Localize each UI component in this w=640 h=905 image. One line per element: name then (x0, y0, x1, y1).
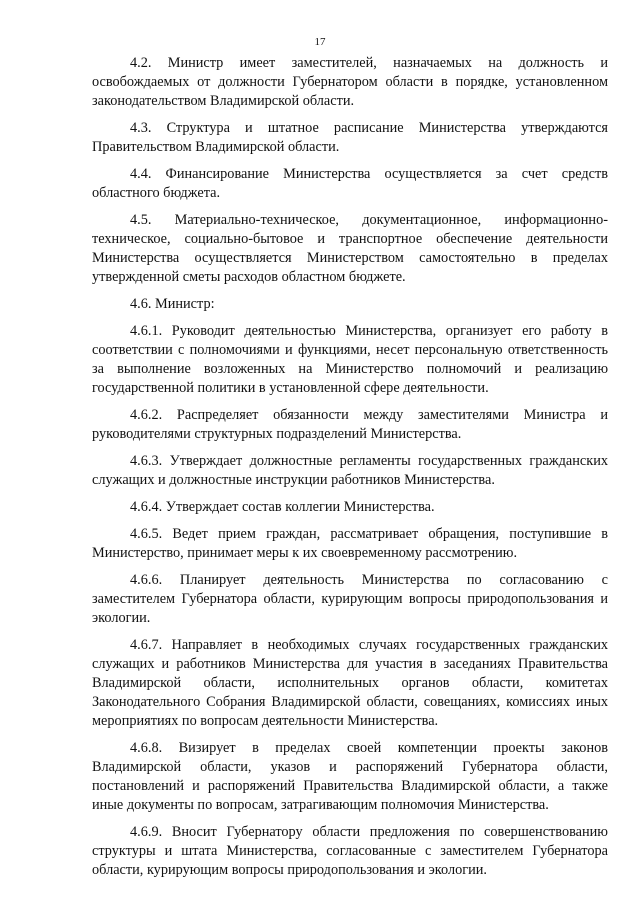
paragraph-4-2: 4.2. Министр имеет заместителей, назначаемых на должность и освобождаемых от должности Губернатором области в порядке, установленном законодательством Владимирской области. (92, 55, 608, 109)
document-body (92, 54, 608, 888)
paragraph-4-6-1: 4.6.1. Руководит деятельностью Министерства, организует его работу в соответствии с полномочиями и функциями, несет персональную ответственность за выполнение возложенных на Министерство полномочий и реализацию государственной политики в установленной сфере деятельности. (92, 323, 608, 396)
page-number: 17 (314, 36, 326, 48)
paragraph-4-6-9: 4.6.9. Вносит Губернатору области предложения по совершенствованию структуры и штата Министерства, согласованные с заместителем Губернатора области, курирующим вопросы природопользования и экологии. (92, 824, 608, 878)
paragraph-4-6-7: 4.6.7. Направляет в необходимых случаях государственных гражданских служащих и работников Министерства для участия в заседаниях Правительства Владимирской области, исполнительных органов области, комитетах Законодательного Собрания Владимирской области, совещаниях, комиссиях иных мероприятиях по вопросам деятельности Министерства. (92, 637, 608, 729)
paragraph-4-6-2: 4.6.2. Распределяет обязанности между заместителями Министра и руководителями структурных подразделений Министерства. (92, 407, 608, 442)
paragraph-4-4: 4.4. Финансирование Министерства осуществляется за счет средств областного бюджета. (92, 166, 608, 201)
paragraph-4-6: 4.6. Министр: (130, 296, 215, 312)
paragraph-4-6-4: 4.6.4. Утверждает состав коллегии Министерства. (130, 499, 435, 515)
paragraph-4-6-8: 4.6.8. Визирует в пределах своей компетенции проекты законов Владимирской области, указов и распоряжений Губернатора области, постановлений и распоряжений Правительства Владимирской области, а также иные документы по вопросам, затрагивающим полномочия Министерства. (92, 740, 608, 813)
paragraph-4-6-6: 4.6.6. Планирует деятельность Министерства по согласованию с заместителем Губернатора области, курирующим вопросы природопользования и экологии. (92, 572, 608, 626)
paragraph-4-3: 4.3. Структура и штатное расписание Министерства утверждаются Правительством Владимирской области. (92, 120, 608, 155)
paragraph-4-6-5: 4.6.5. Ведет прием граждан, рассматривает обращения, поступившие в Министерство, принимает меры к их своевременному рассмотрению. (92, 526, 608, 561)
paragraph-4-5: 4.5. Материально-техническое, документационное, информационно-техническое, социально-бытовое и транспортное обеспечение деятельности Министерства осуществляется Министерством самостоятельно в пределах утвержденной сметы расходов областном бюджете. (92, 212, 608, 285)
paragraph-4-6-3: 4.6.3. Утверждает должностные регламенты государственных гражданских служащих и должностные инструкции работников Министерства. (92, 453, 608, 488)
